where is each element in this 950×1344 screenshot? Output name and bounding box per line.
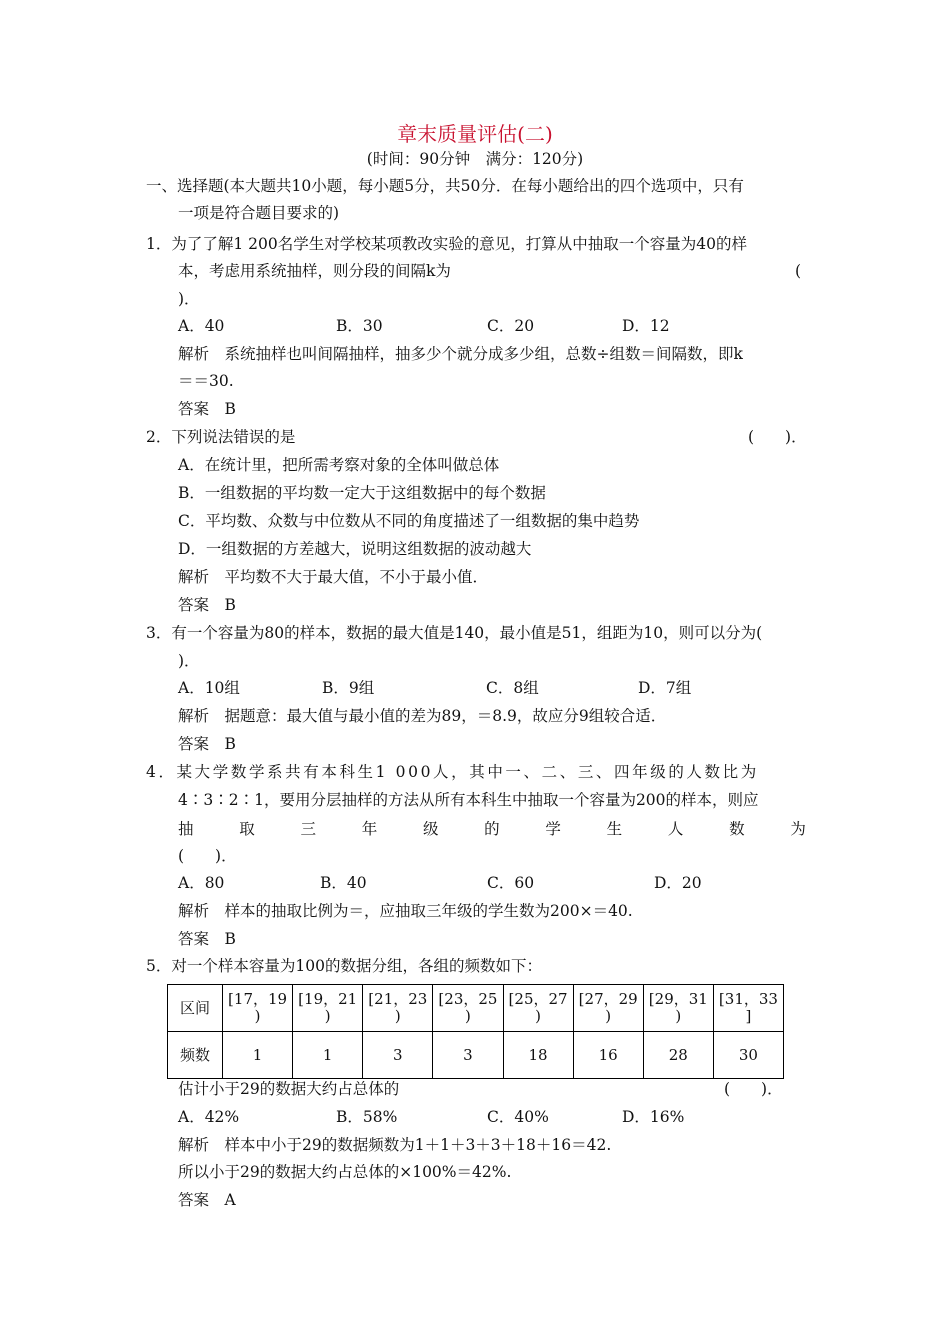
q2-option-b: B．一组数据的平均数一定大于这组数据中的每个数据: [178, 484, 546, 502]
table-header-cell: 区间: [168, 985, 223, 1032]
q2-analysis: 解析 平均数不大于最大值，不小于最小值．: [178, 568, 489, 586]
table-cell: 1: [293, 1032, 363, 1079]
q1-paren: (: [795, 262, 802, 280]
q3-option-d: D．7组: [638, 679, 692, 697]
q5-option-a: A．42%: [178, 1108, 240, 1126]
q1-option-d: D．12: [622, 317, 670, 335]
table-cell: [17，19 ): [223, 985, 293, 1032]
q5-answer: 答案 A: [178, 1191, 236, 1209]
q2-answer: 答案 B: [178, 596, 236, 614]
q2-paren: ( )．: [748, 428, 807, 446]
q5-paren: ( )．: [724, 1080, 783, 1098]
q1-answer: 答案 B: [178, 400, 236, 418]
q4-option-a: A．80: [178, 874, 225, 892]
table-cell: [27，29 ): [573, 985, 643, 1032]
q4-char: 年: [361, 820, 378, 838]
table-cell: 18: [503, 1032, 573, 1079]
q5-stem: 5．对一个样本容量为100的数据分组，各组的频数如下：: [146, 957, 542, 975]
q4-char: 为: [790, 820, 806, 838]
q4-option-b: B．40: [320, 874, 367, 892]
table-cell: [25，27 ): [503, 985, 573, 1032]
q4-char: 抽: [178, 820, 194, 838]
q3-option-c: C．8组: [486, 679, 539, 697]
q4-char: 三: [300, 820, 316, 838]
page-subtitle: (时间：90分钟 满分：120分): [366, 150, 584, 168]
q1-analysis: 解析 系统抽样也叫间隔抽样，抽多少个就分成多少组，总数÷组数＝间隔数，即k: [178, 345, 743, 363]
table-cell: 1: [223, 1032, 293, 1079]
q4-char: 的: [484, 820, 500, 838]
q4-char: 级: [422, 820, 439, 838]
q1-analysis-cont: ＝＝30.: [178, 372, 234, 390]
q2-option-d: D．一组数据的方差越大，说明这组数据的波动越大: [178, 540, 532, 558]
table-row: [168, 985, 784, 1032]
q4-char: 人: [667, 820, 684, 838]
section-heading: 一、选择题(本大题共10小题，每小题5分，共50分．在每小题给出的四个选项中，只有: [146, 177, 744, 195]
q3-analysis: 解析 据题意：最大值与最小值的差为89，＝8.9，故应分9组较合适．: [178, 707, 667, 725]
table-cell: [29，31 ): [643, 985, 713, 1032]
q5-option-c: C．40%: [487, 1108, 549, 1126]
q4-option-d: D．20: [654, 874, 702, 892]
q1-option-c: C．20: [487, 317, 535, 335]
q4-stem: 4．某大学数学系共有本科生1 000人，其中一、二、三、四年级的人数比为: [146, 763, 759, 781]
table-cell: [21，23 ): [363, 985, 433, 1032]
q3-answer: 答案 B: [178, 735, 236, 753]
table-cell: [31，33 ]: [713, 985, 783, 1032]
table-cell: 3: [363, 1032, 433, 1079]
q4-answer: 答案 B: [178, 930, 236, 948]
table-header-cell: 频数: [168, 1032, 223, 1079]
q5-option-b: B．58%: [336, 1108, 398, 1126]
frequency-table: [167, 984, 784, 1079]
q1-option-a: A．40: [178, 317, 225, 335]
q4-paren: ( )．: [178, 847, 237, 865]
table-cell: [19，21 ): [293, 985, 363, 1032]
q5-analysis: 解析 样本中小于29的数据频数为1＋1＋3＋3＋18＋16＝42.: [178, 1136, 612, 1154]
q3-stem: 3．有一个容量为80的样本，数据的最大值是140，最小值是51，组距为10，则可以分为(: [146, 624, 763, 642]
q1-stem: 1．为了了解1 200名学生对学校某项教改实验的意见，打算从中抽取一个容量为40的样: [146, 235, 747, 253]
q3-option-a: A．10组: [178, 679, 240, 697]
page-title: 章末质量评估(二): [397, 122, 553, 146]
q4-stem-cont: 4∶3∶2∶1，要用分层抽样的方法从所有本科生中抽取一个容量为200的样本，则应: [178, 791, 759, 809]
q5-analysis-cont: 所以小于29的数据大约占总体的×100%＝42%.: [178, 1163, 512, 1181]
q1-option-b: B．30: [336, 317, 383, 335]
section-heading-cont: 一项是符合题目要求的): [178, 204, 340, 222]
q4-char: 数: [729, 820, 745, 838]
table-cell: 28: [643, 1032, 713, 1079]
q4-option-c: C．60: [487, 874, 535, 892]
table-cell: 3: [433, 1032, 503, 1079]
q2-option-a: A．在统计里，把所需考察对象的全体叫做总体: [178, 456, 500, 474]
table-cell: [23，25 ): [433, 985, 503, 1032]
q3-stem-end: )．: [178, 652, 200, 670]
q5-option-d: D．16%: [622, 1108, 685, 1126]
table-cell: 30: [713, 1032, 783, 1079]
q1-stem-end: )．: [178, 290, 200, 308]
q5-question: 估计小于29的数据大约占总体的: [178, 1080, 400, 1098]
q1-stem-cont: 本，考虑用系统抽样，则分段的间隔k为: [178, 262, 451, 280]
q4-stem-spread: [178, 819, 806, 839]
table-row: [168, 1032, 784, 1079]
q4-analysis: 解析 样本的抽取比例为＝，应抽取三年级的学生数为200×＝40.: [178, 902, 633, 920]
q4-char: 学: [545, 820, 561, 838]
q4-char: 生: [606, 820, 623, 838]
q2-option-c: C．平均数、众数与中位数从不同的角度描述了一组数据的集中趋势: [178, 512, 640, 530]
table-cell: 16: [573, 1032, 643, 1079]
q2-stem: 2．下列说法错误的是: [146, 428, 296, 446]
q4-char: 取: [239, 820, 255, 838]
q3-option-b: B．9组: [322, 679, 375, 697]
